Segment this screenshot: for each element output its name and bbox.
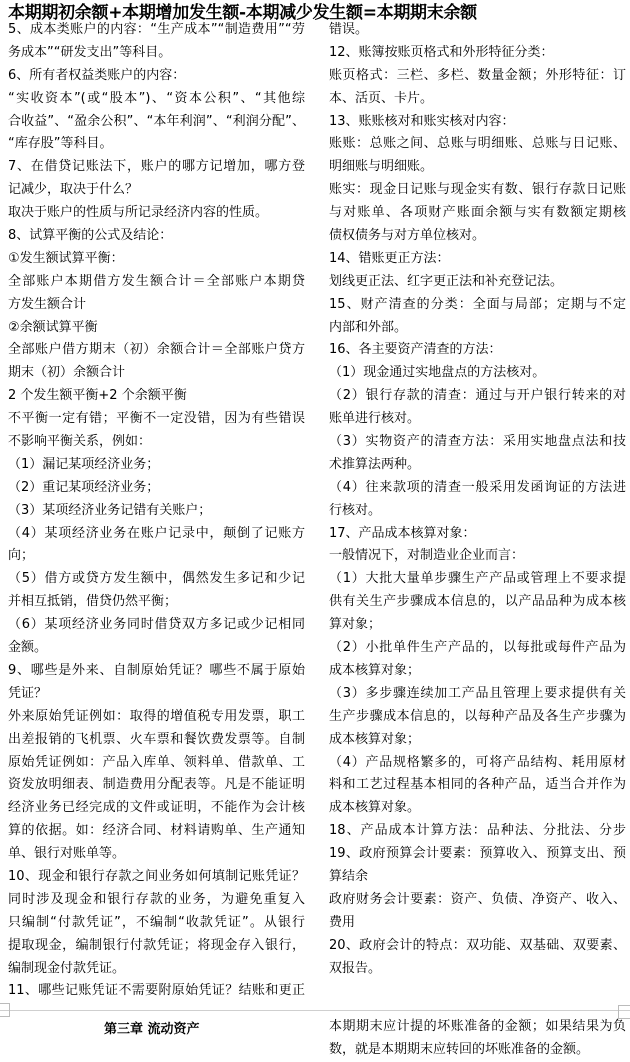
text-line: 13、账账核对和账实核对内容： bbox=[329, 113, 515, 129]
text-line: 行核对。 bbox=[329, 502, 382, 518]
text-line: 并相互抵销，借贷仍然平衡； bbox=[8, 594, 178, 610]
text-line: 错误。 bbox=[329, 22, 369, 37]
text-line: （2）银行存款的清查：通过与开户银行转来的对 bbox=[329, 388, 626, 404]
text-line: ②余额试算平衡 bbox=[8, 319, 98, 335]
text-line: 不影响平衡关系，例如： bbox=[8, 434, 152, 450]
text-line: 单、银行对账单等。 bbox=[8, 846, 126, 862]
chapter-heading: 第三章 流动资产 bbox=[104, 1022, 200, 1037]
text-line: 原始凭证例如：产品入库单、领料单、借款单、工 bbox=[8, 754, 305, 770]
text-line: 经济业务已经完成的文件或证明，不能作为会计核 bbox=[8, 800, 305, 816]
text-line: （4）某项经济业务在账户记录中，颠倒了记账方 bbox=[8, 525, 305, 541]
text-line: 不平衡一定有错；平衡不一定没错，因为有些错误 bbox=[8, 411, 305, 427]
text-line: 账实：现金日记账与现金实有数、银行存款日记账 bbox=[329, 182, 626, 198]
text-line: 账账：总账之间、总账与明细账、总账与日记账、 bbox=[329, 136, 626, 152]
text-line: 凭证？ bbox=[8, 685, 48, 701]
text-line: 5、成本类账户的内容：“生产成本”“制造费用”“劳 bbox=[8, 22, 305, 37]
text-line: 只编制“付款凭证”，不编制“收款凭证”。从银行 bbox=[8, 914, 305, 930]
text-line: 债权债务与对方单位核对。 bbox=[329, 228, 486, 244]
text-line: 11、哪些记账凭证不需要附原始凭证？结账和更正 bbox=[8, 983, 305, 999]
text-line: 20、政府会计的特点：双功能、双基础、双要素、 bbox=[329, 937, 626, 953]
text-line: 19、政府预算会计要素：预算收入、预算支出、预 bbox=[329, 846, 626, 862]
text-line: （2）重记某项经济业务； bbox=[8, 479, 160, 495]
text-line: 与对账单、各项财产账面余额与实有数额定期核 bbox=[329, 205, 626, 221]
text-line: 编制现金付款凭证。 bbox=[8, 960, 126, 976]
text-line: 6、所有者权益类账户的内容： bbox=[8, 67, 186, 83]
text-line: ①发生额试算平衡： bbox=[8, 250, 124, 266]
text-line: 9、哪些是外来、自制原始凭证？哪些不属于原始 bbox=[8, 662, 305, 678]
left-column bbox=[8, 19, 305, 1003]
text-line: 期末（初）余额合计 bbox=[8, 365, 126, 381]
text-line: 算对象； bbox=[329, 617, 382, 633]
text-line: 本、活页、卡片。 bbox=[329, 90, 434, 106]
text-line: （4）产品规格繁多的，可将产品结构、耗用原材 bbox=[329, 754, 626, 770]
next-page-right-column bbox=[329, 1016, 626, 1062]
text-line: （1）漏记某项经济业务； bbox=[8, 456, 160, 472]
text-line: 2 个发生额平衡+2 个余额平衡 bbox=[8, 388, 187, 404]
text-line: 生产步骤成本信息的，以每种产品及各生产步骤为 bbox=[329, 708, 626, 724]
text-line: “实收资本”(或“股本”)、“资本公积”、“其他综 bbox=[8, 90, 305, 106]
text-line: （1）大批大量单步骤生产产品或管理上不要求提 bbox=[329, 571, 626, 587]
text-line: （4）往来款项的清查一般采用发函询证的方法进 bbox=[329, 479, 626, 495]
text-line: 划线更正法、红字更正法和补充登记法。 bbox=[329, 273, 564, 289]
text-line: 账单进行核对。 bbox=[329, 411, 421, 427]
text-line: “库存股”等科目。 bbox=[8, 136, 113, 152]
text-line: 提取现金，编制银行付款凭证；将现金存入银行， bbox=[8, 937, 305, 953]
text-line: 17、产品成本核算对象： bbox=[329, 525, 476, 541]
text-line: 合收益”、“盈余公积”、“本年利润”、“利润分配”、 bbox=[8, 113, 305, 129]
formula-heading: 本期期初余额+本期增加发生额-本期减少发生额=本期期末余额 bbox=[8, 3, 477, 23]
text-line: 金额。 bbox=[8, 640, 48, 656]
text-line: 术推算法两种。 bbox=[329, 456, 421, 472]
text-line: 务成本”“研发支出”等科目。 bbox=[8, 44, 172, 60]
text-line: 料和工艺过程基本相同的各种产品，适当合并作为 bbox=[329, 777, 626, 793]
text-line: 15、财产清查的分类：全面与局部；定期与不定 bbox=[329, 296, 626, 312]
text-line: （6）某项经济业务同时借贷双方多记或少记相同 bbox=[8, 617, 305, 633]
text-line: 12、账簿按账页格式和外形特征分类： bbox=[329, 44, 554, 60]
text-line: 7、在借贷记账法下，账户的哪方记增加，哪方登 bbox=[8, 159, 305, 175]
text-line: 取决于账户的性质与所记录经济内容的性质。 bbox=[8, 205, 269, 221]
text-line: 同时涉及现金和银行存款的业务，为避免重复入 bbox=[8, 891, 305, 907]
right-column bbox=[329, 19, 626, 980]
text-line: （3）多步骤连续加工产品且管理上要求提供有关 bbox=[329, 685, 626, 701]
text-line: 记减少，取决于什么？ bbox=[8, 182, 139, 198]
text-line: （2）小批单件生产产品的，以每批或每件产品为 bbox=[329, 640, 626, 656]
text-line: 向； bbox=[8, 548, 35, 564]
text-line: 16、各主要资产清查的方法： bbox=[329, 342, 502, 358]
text-line: 出差报销的飞机票、火车票和餐饮费发票等。自制 bbox=[8, 731, 305, 747]
text-line: （3）某项经济业务记错有关账户； bbox=[8, 502, 212, 518]
page-corner-mark-left bbox=[0, 1003, 10, 1017]
text-line: 成本核算对象； bbox=[329, 731, 421, 747]
text-line: （5）借方或贷方发生额中，偶然发生多记和少记 bbox=[8, 571, 305, 587]
text-line: 明细账与明细账。 bbox=[329, 159, 434, 175]
page-break-divider bbox=[0, 1010, 630, 1011]
text-line: 数，就是本期期末应转回的坏账准备的金额。 bbox=[329, 1041, 590, 1057]
text-line: 8、试算平衡的公式及结论： bbox=[8, 228, 173, 244]
text-line: 政府财务会计要素：资产、负债、净资产、收入、 bbox=[329, 891, 626, 907]
text-line: 内部和外部。 bbox=[329, 319, 408, 335]
text-line: 账页格式：三栏、多栏、数量金额；外形特征：订 bbox=[329, 67, 626, 83]
text-line: 一般情况下，对制造业企业而言： bbox=[329, 548, 525, 564]
text-line: 算的依据。如：经济合同、材料请购单、生产通知 bbox=[8, 823, 305, 839]
text-line: 双报告。 bbox=[329, 960, 382, 976]
text-line: 本期期末应计提的坏账准备的金额；如果结果为负 bbox=[329, 1019, 626, 1034]
text-line: 全部账户借方期末（初）余额合计＝全部账户贷方 bbox=[8, 342, 305, 358]
text-line: 成本核算对象。 bbox=[329, 800, 421, 816]
text-line: 成本核算对象； bbox=[329, 662, 421, 678]
text-line: 供有关生产步骤成本信息的，以产品品种为成本核 bbox=[329, 594, 626, 610]
text-line: 费用 bbox=[329, 914, 356, 930]
text-line: 算结余 bbox=[329, 868, 369, 884]
text-line: （3）实物资产的清查方法：采用实地盘点法和技 bbox=[329, 434, 626, 450]
text-line: 资发放明细表、制造费用分配表等。凡是不能证明 bbox=[8, 777, 305, 793]
text-line: 14、错账更正方法： bbox=[329, 250, 450, 266]
text-line: 全部账户本期借方发生额合计＝全部账户本期贷 bbox=[8, 273, 305, 289]
text-line: （1）现金通过实地盘点的方法核对。 bbox=[329, 365, 546, 381]
text-line: 10、现金和银行存款之间业务如何填制记账凭证？ bbox=[8, 868, 305, 884]
text-line: 方发生额合计 bbox=[8, 296, 87, 312]
text-line: 外来原始凭证例如：取得的增值税专用发票，职工 bbox=[8, 708, 305, 724]
text-line: 18、产品成本计算方法：品种法、分批法、分步 bbox=[329, 823, 626, 839]
